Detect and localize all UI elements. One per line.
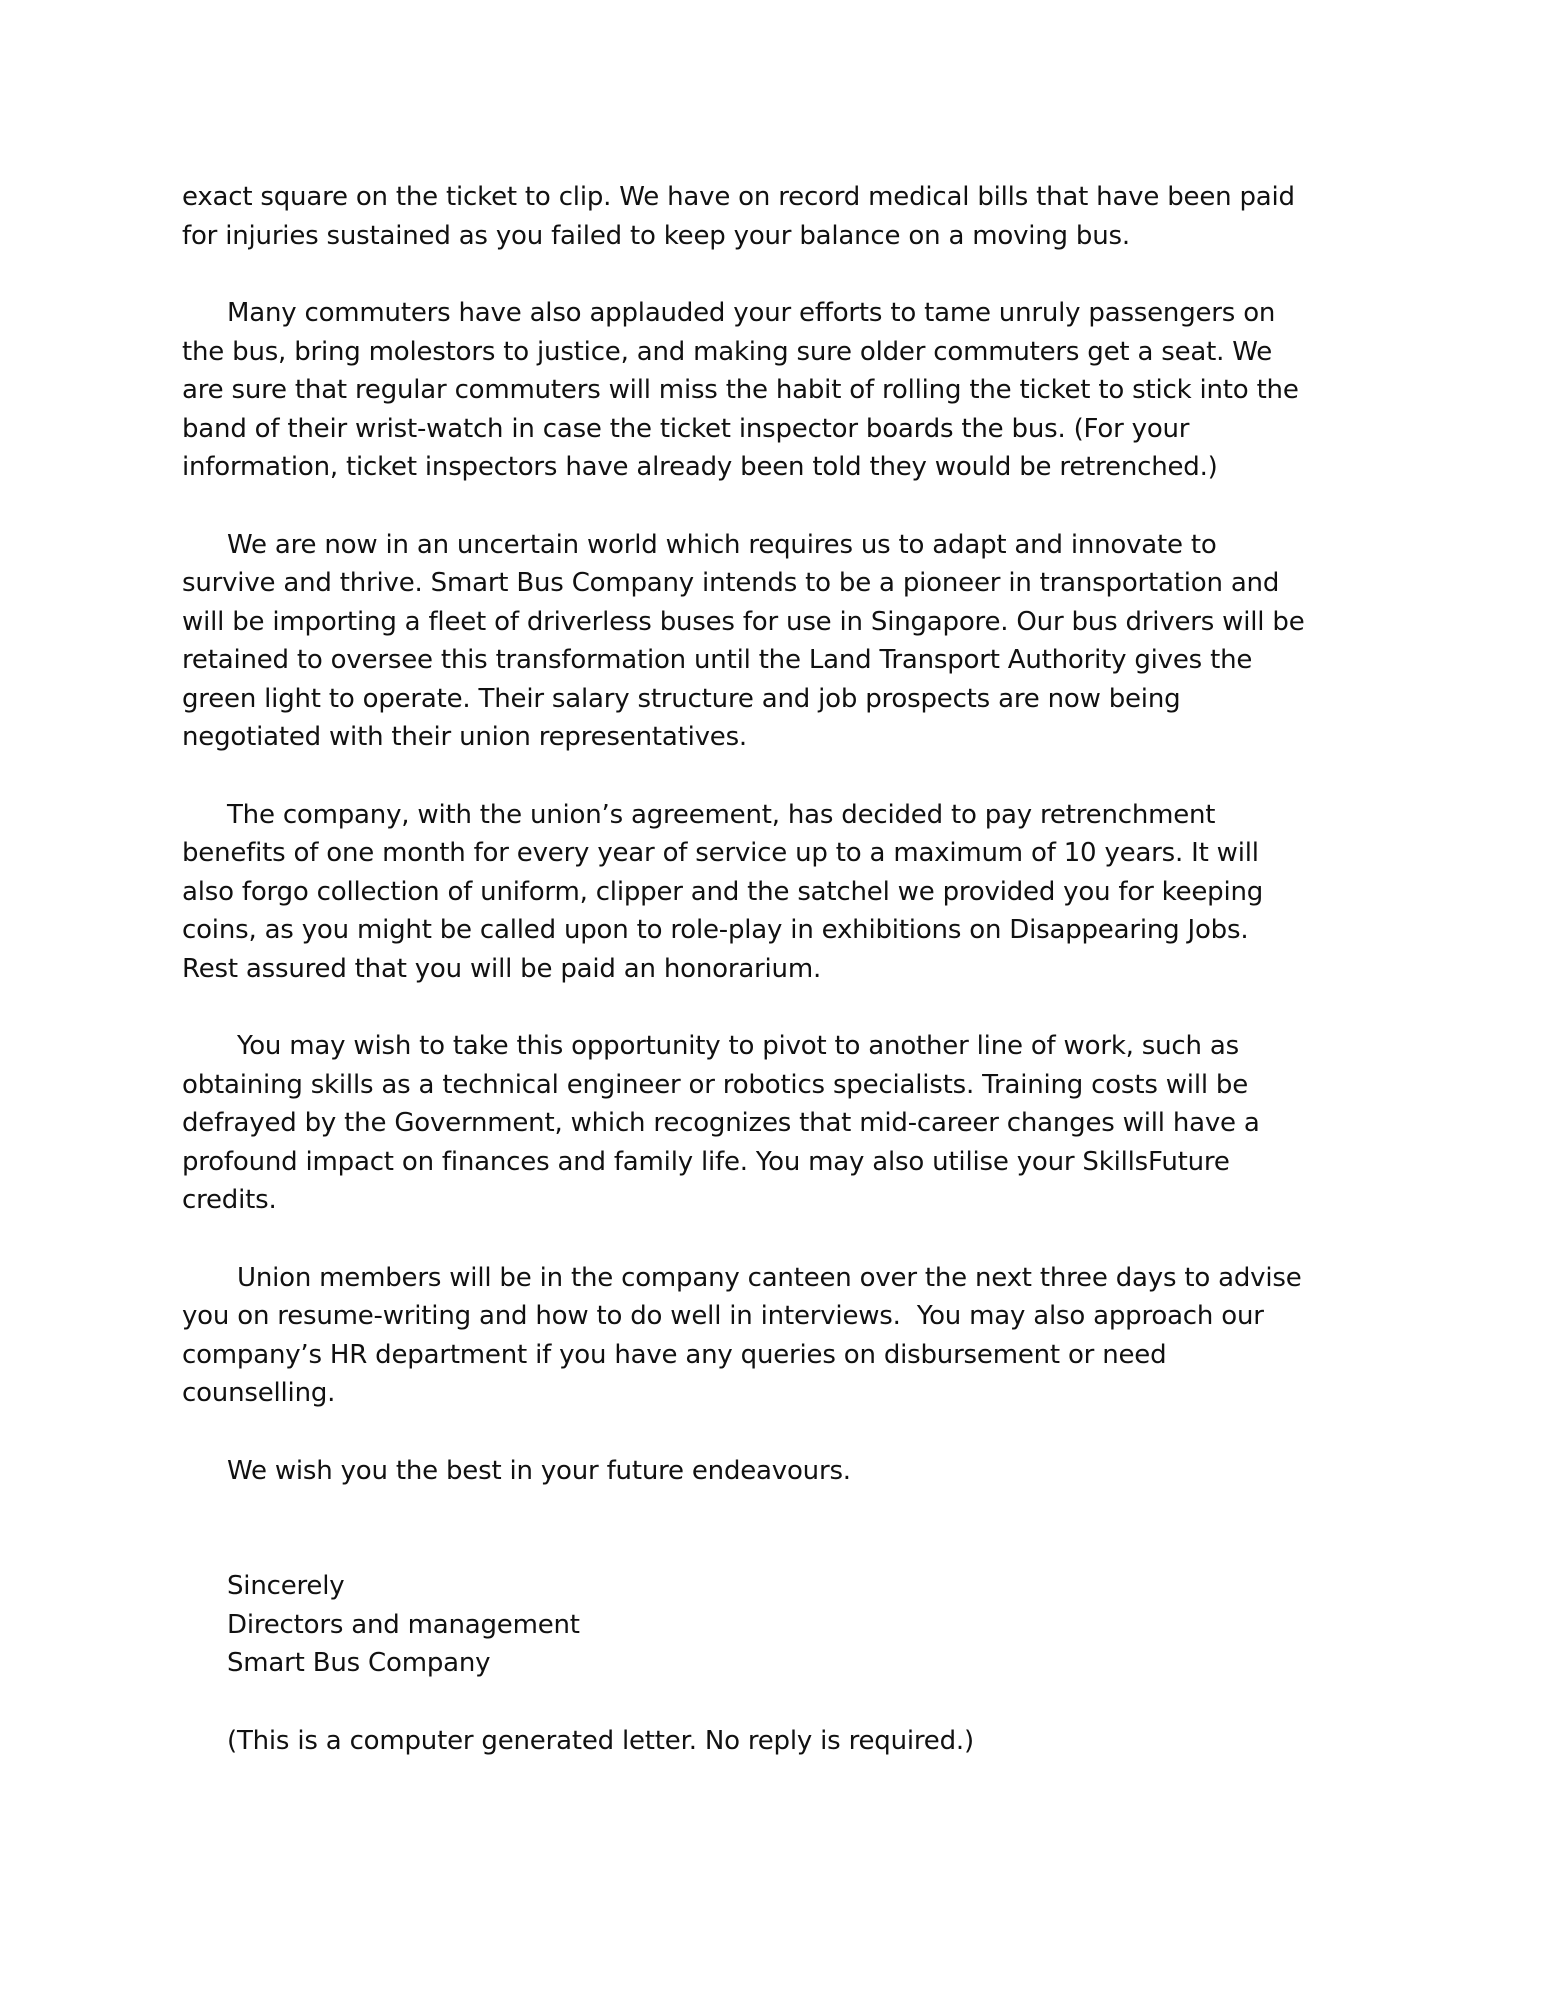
paragraph-driverless-buses [182,526,1362,757]
company-name: Smart Bus Company [227,1648,491,1678]
text-line: obtaining skills as a technical engineer or robotics specialists. Training costs will be [182,1069,1249,1100]
paragraph-retrenchment-benefits [182,796,1362,989]
text-line: We wish you the best in your future endeavours. [227,1455,851,1486]
text-line: for injuries sustained as you failed to keep your balance on a moving bus. [182,220,1130,251]
text-line: Union members will be in the company canteen over the next three days to advise [237,1262,1302,1293]
paragraph-commuters [182,294,1362,487]
text-line: The company, with the union’s agreement, has decided to pay retrenchment [227,799,1216,830]
footnote-text: (This is a computer generated letter. No reply is required.) [227,1725,974,1756]
paragraph-union-advice [182,1259,1362,1413]
signatory-text: Directors and management [227,1609,580,1640]
signature-block [182,1567,1362,1683]
paragraph-medical-bills [182,178,1362,255]
paragraph-best-wishes [182,1452,1362,1491]
text-line: negotiated with their union representatives. [182,722,747,752]
text-line: survive and thrive. Smart Bus Company intends to be a pioneer in transportation and [182,568,1280,598]
spacer [182,1490,1362,1567]
text-line: benefits of one month for every year of service up to a maximum of 10 years. It will [182,838,1259,868]
text-line: the bus, bring molestors to justice, and making sure older commuters get a seat. We [182,336,1273,367]
text-line: You may wish to take this opportunity to pivot to another line of work, such as [237,1031,1239,1061]
text-line: Many commuters have also applauded your efforts to tame unruly passengers on [227,298,1276,328]
text-line: company’s HR department if you have any queries on disbursement or need [182,1339,1167,1370]
text-line: retained to oversee this transformation until the Land Transport Authority gives the [182,645,1253,675]
paragraph-career-pivot [182,1027,1362,1220]
footnote-block [182,1722,1362,1761]
text-line: Rest assured that you will be paid an honorarium. [182,953,822,984]
text-line: you on resume-writing and how to do well in interviews. You may also approach our [182,1301,1264,1331]
text-line: also forgo collection of uniform, clipper and the satchel we provided you for keeping [182,876,1264,907]
text-line: information, ticket inspectors have already been told they would be retrenched.) [182,452,1218,482]
text-line: are sure that regular commuters will miss the habit of rolling the ticket to stick into the [182,375,1299,405]
text-line: green light to operate. Their salary structure and job prospects are now being [182,683,1181,714]
letter-page [182,178,1362,1760]
text-line: exact square on the ticket to clip. We have on record medical bills that have been paid [182,182,1295,212]
closing-text: Sincerely [227,1571,345,1601]
text-line: coins, as you might be called upon to role-play in exhibitions on Disappearing Jobs. [182,915,1249,945]
text-line: band of their wrist-watch in case the ticket inspector boards the bus. (For your [182,413,1190,444]
text-line: defrayed by the Government, which recognizes that mid-career changes will have a [182,1108,1260,1138]
text-line: We are now in an uncertain world which requires us to adapt and innovate to [227,529,1217,560]
text-line: credits. [182,1185,277,1215]
text-line: counselling. [182,1378,336,1408]
text-line: profound impact on finances and family life. You may also utilise your SkillsFuture [182,1146,1230,1177]
text-line: will be importing a fleet of driverless buses for use in Singapore. Our bus drivers will be [182,606,1305,637]
